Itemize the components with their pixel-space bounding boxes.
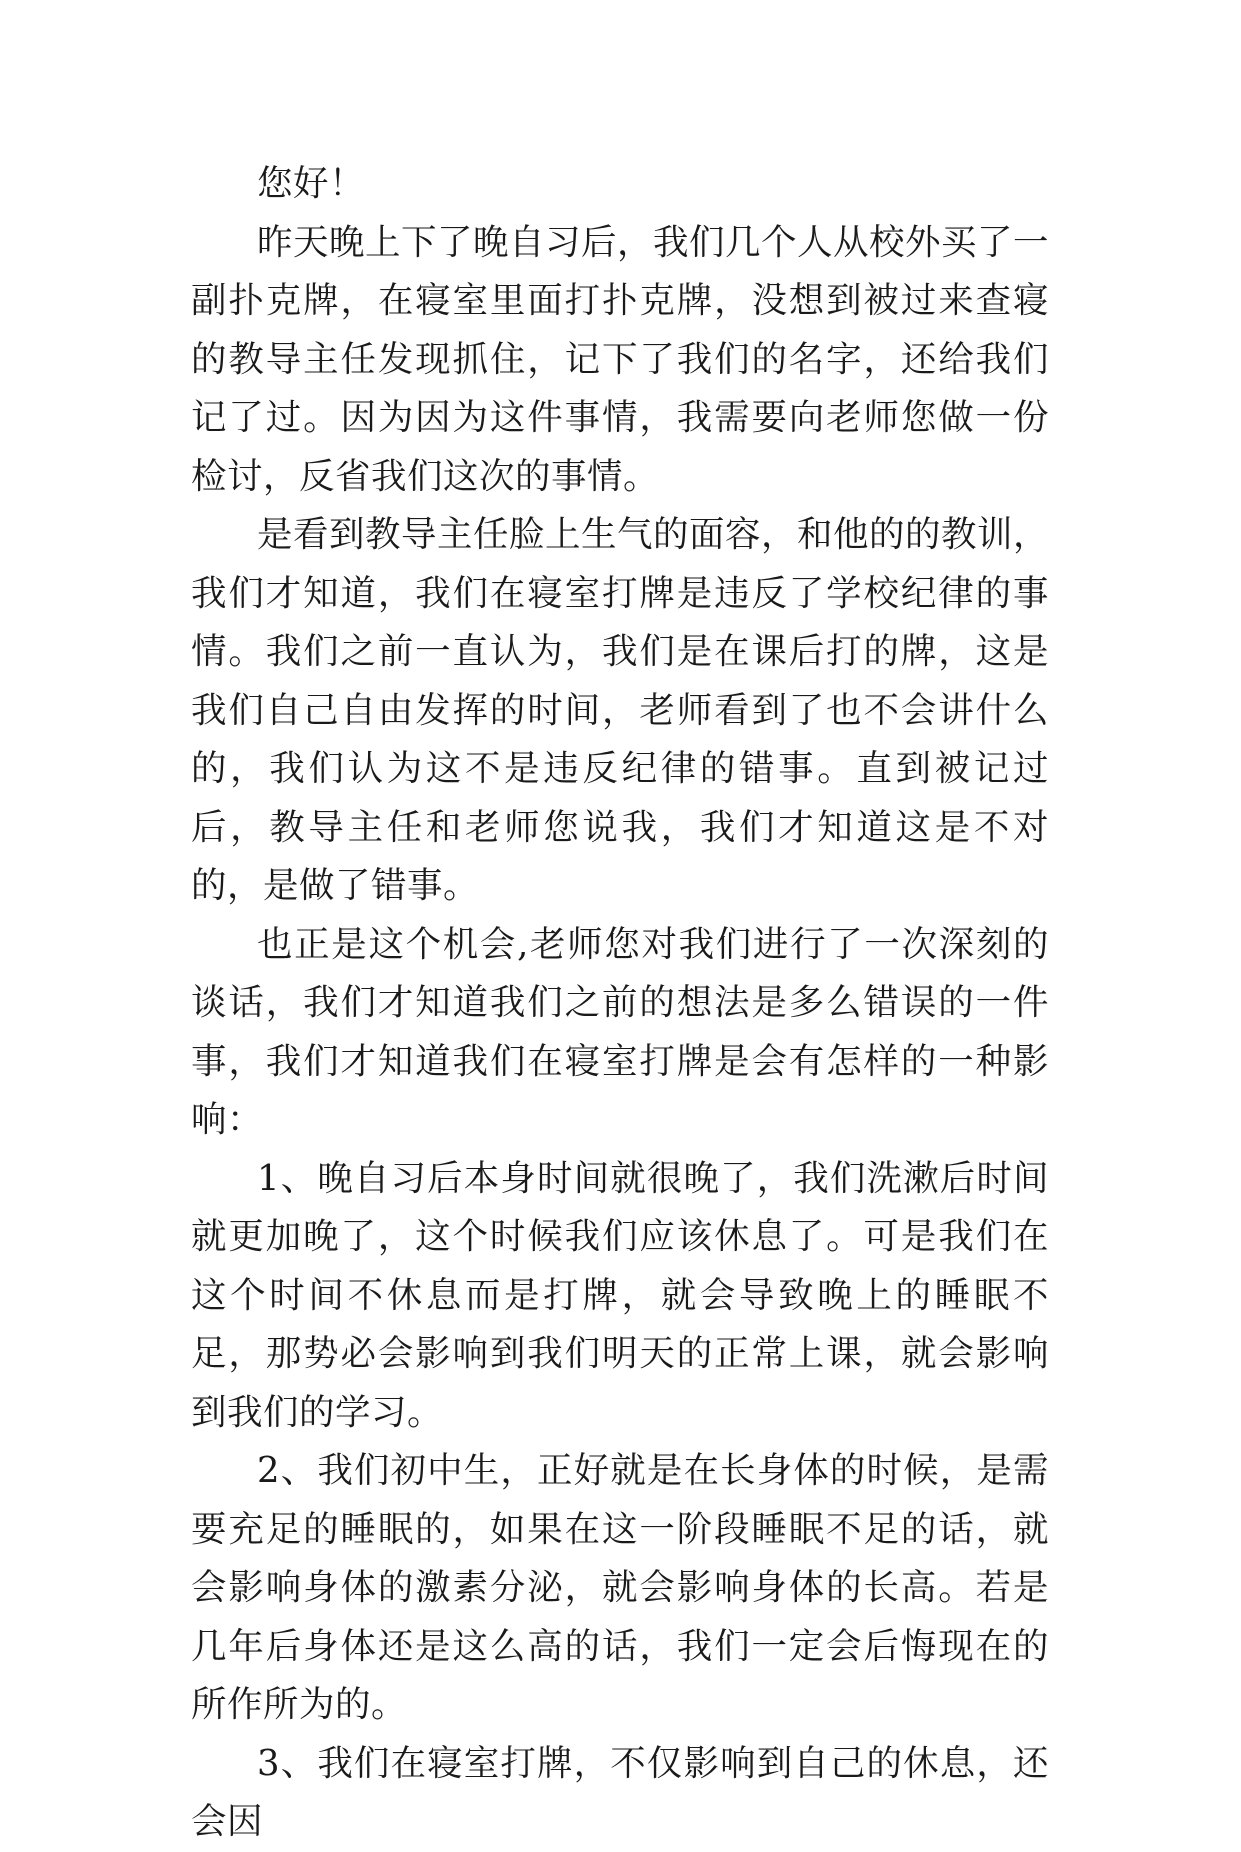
greeting: 您好！ [257,163,366,204]
paragraph-incident: 昨天晚上下了晚自习后，我们几个人从校外买了一副扑克牌，在寝室里面打扑克牌，没想到被过来查寝的教导主任发现抓住，记下了我们的名字，还给我们记了过。因为因为这件事情，我需要向老师您做一份检讨，反省我们这次的事情。 [191,221,1050,497]
paragraph-point-3: 3、我们在寝室打牌，不仅影响到自己的休息，还会因 [191,1742,1049,1842]
paragraph-point-1: 1、晚自习后本身时间就很晚了，我们洗漱后时间就更加晚了，这个时候我们应该休息了。可是我们在这个时间不休息而是打牌，就会导致晚上的睡眠不足，那势必会影响到我们明天的正常上课，就会影响到我们的学习。 [191,1157,1049,1433]
paragraph-point-2: 2、我们初中生，正好就是在长身体的时候，是需要充足的睡眠的，如果在这一阶段睡眠不足的话，就会影响身体的激素分泌，就会影响身体的长高。若是几年后身体还是这么高的话，我们一定会后悔现在的所作所为的。 [191,1450,1049,1725]
document-page [191,155,1049,1852]
paragraph-realization: 是看到教导主任脸上生气的面容，和他的的教训，我们才知道，我们在寝室打牌是违反了学校纪律的事情。我们之前一直认为，我们是在课后打的牌，这是我们自己自由发挥的时间，老师看到了也不会讲什么的，我们认为这不是违反纪律的错事。直到被记过后，教导主任和老师您说我，我们才知道这是不对的，是做了错事。 [191,514,1050,906]
paragraph-conversation: 也正是这个机会,老师您对我们进行了一次深刻的谈话，我们才知道我们之前的想法是多么错误的一件事，我们才知道我们在寝室打牌是会有怎样的一种影响： [191,923,1049,1140]
